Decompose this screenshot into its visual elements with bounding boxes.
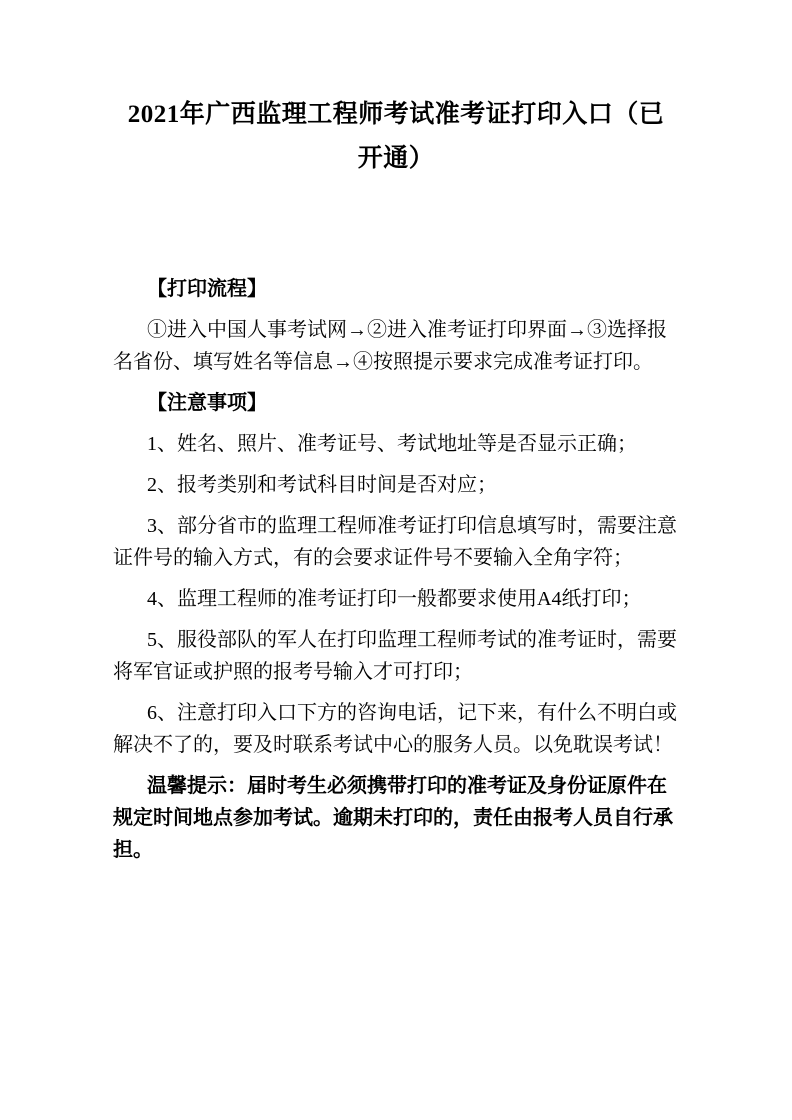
note-item-2: 2、报考类别和考试科目时间是否对应； [147,474,497,496]
note-item-6: 6、注意打印入口下方的咨询电话，记下来，有什么不明白或解决不了的，要及时联系考试中心的服务人员。以免耽误考试！ [113,702,677,756]
section-heading-print-process: 【打印流程】 [147,278,267,300]
note-item-3: 3、部分省市的监理工程师准考证打印信息填写时，需要注意证件号的输入方式，有的会要求证件号不要输入全角字符； [113,515,677,569]
notice-paragraph: 温馨提示：届时考生必须携带打印的准考证及身份证原件在规定时间地点参加考试。逾期未打印的，责任由报考人员自行承担。 [113,775,673,861]
note-item-5: 5、服役部队的军人在打印监理工程师考试的准考证时，需要将军官证或护照的报考号输入才可打印； [113,629,677,683]
note-item-1: 1、姓名、照片、准考证号、考试地址等是否显示正确； [147,433,637,455]
document-body [113,273,679,866]
page-title: 2021年广西监理工程师考试准考证打印入口（已开通） [127,101,665,172]
paragraph-print-steps: ①进入中国人事考试网→②进入准考证打印界面→③选择报名省份、填写姓名等信息→④按照提示要求完成准考证打印。 [113,319,667,373]
note-item-4: 4、监理工程师的准考证打印一般都要求使用A4纸打印； [147,588,642,610]
section-heading-notes: 【注意事项】 [147,392,267,414]
